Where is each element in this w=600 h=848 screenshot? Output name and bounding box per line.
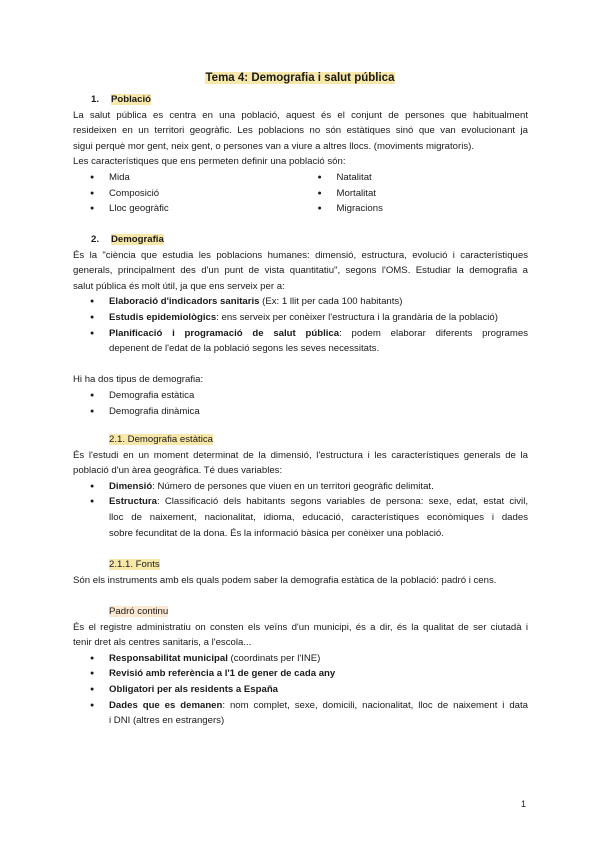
paragraph-line: És la "ciència que estudia les poblacions humanes: dimensió, estructura, evolució i característiques	[73, 249, 528, 261]
variables-list	[73, 479, 528, 541]
paragraph-line: Les característiques que ens permeten definir una població són:	[73, 156, 346, 168]
list-item: ● Migracions	[301, 201, 529, 217]
paragraph-line: sigui perquè mor gent, neix gent, o persones van a viure a altres llocs. (moviments migratoris).	[73, 140, 474, 152]
list-item: ● Planificació i programació de salut pública: podem elaborar diferents programes depenent de l'edat de la població segons les seves necessitats.	[73, 326, 528, 357]
paragraph-line: població d'un àrea geogràfica. Té dues variables:	[73, 465, 283, 477]
paragraph-line: tenir dret als centres sanitaris, a l'escola...	[73, 637, 252, 649]
subsection-heading: 2.1. Demografia estàtica	[109, 434, 213, 445]
paragraph-line: Hi ha dos tipus de demografia:	[73, 374, 204, 386]
paragraph-line: generals, principalment des d'un punt de vista quantitatiu", segons l'OMS. Estudiar la demografia a	[73, 265, 528, 277]
list-item: ● Dimensió: Número de persones que viuen en un territori geogràfic delimitat.	[73, 479, 528, 495]
list-item: ● Estructura: Classificació dels habitants segons variables de persona: sexe, edat, estat civil, lloc de naixement, nacionalitat, idioma, educació, característiques econòmiques i dades sobre fecunditat de la dona. És la informació bàsica per conèixer una població.	[73, 494, 528, 541]
paragraph-line: És l'estudi en un moment determinat de la dimensió, l'estructura i les característiques generals de la	[73, 449, 528, 461]
paragraph-line: salut pública és molt útil, ja que ens serveix per a:	[73, 280, 285, 292]
list-item: ● Elaboració d'indicadors sanitaris (Ex: 1 llit per cada 100 habitants)	[73, 294, 528, 310]
subsection-heading: 2.1.1. Fonts	[109, 559, 160, 570]
list-item: ● Responsabilitat municipal (coordinats per l'INE)	[73, 651, 528, 667]
paragraph-line: La salut pública es centra en una població, aquest és el conjunt de persones que habitualment	[73, 109, 528, 121]
list-item: ● Demografia estàtica	[73, 388, 528, 404]
list-item: ● Mortalitat	[301, 186, 529, 202]
list-item: ● Demografia dinàmica	[73, 404, 528, 420]
list-item: ● Mida	[73, 170, 301, 186]
uses-list	[73, 294, 528, 356]
list-item: ● Dades que es demanen: nom complet, sexe, domicili, nacionalitat, lloc de naixement i data i DNI (altres en estrangers)	[73, 698, 528, 729]
section-demografia-estatica	[73, 432, 528, 541]
section-demografia	[73, 232, 528, 419]
section-fonts	[73, 557, 528, 588]
page-title: Tema 4: Demografia i salut pública	[205, 72, 395, 84]
paragraph-line: resideixen en un territori geogràfic. Les poblacions no són estàtiques sinó que van evolucionant ja	[73, 125, 528, 137]
paragraph-line: Són els instruments amb els quals podem saber la demografia estàtica de la població: padró i cens.	[73, 574, 497, 586]
section-padro	[73, 604, 528, 729]
section-poblacio	[73, 92, 528, 217]
section-heading: 2. Demografia	[91, 234, 164, 245]
paragraph-line: És el registre administratiu on consten els veïns d'un municipi, és a dir, és la qualitat de ser ciutadà i	[73, 621, 528, 633]
page-number: 1	[520, 799, 526, 809]
list-item: ● Estudis epidemiològics: ens serveix per conèixer l'estructura i la grandària de la població)	[73, 310, 528, 326]
list-item: ● Obligatori per als residents a España	[73, 682, 528, 698]
list-item: ● Lloc geogràfic	[73, 201, 301, 217]
section-heading: 1. Població	[91, 94, 151, 105]
padro-list	[73, 651, 528, 729]
list-item: ● Composició	[73, 186, 301, 202]
list-item: ● Revisió amb referència a l'1 de gener de cada any	[73, 666, 528, 682]
characteristics-list	[73, 170, 528, 217]
types-list	[73, 388, 528, 419]
list-item: ● Natalitat	[301, 170, 529, 186]
subsection-heading: Padró continu	[109, 606, 169, 617]
